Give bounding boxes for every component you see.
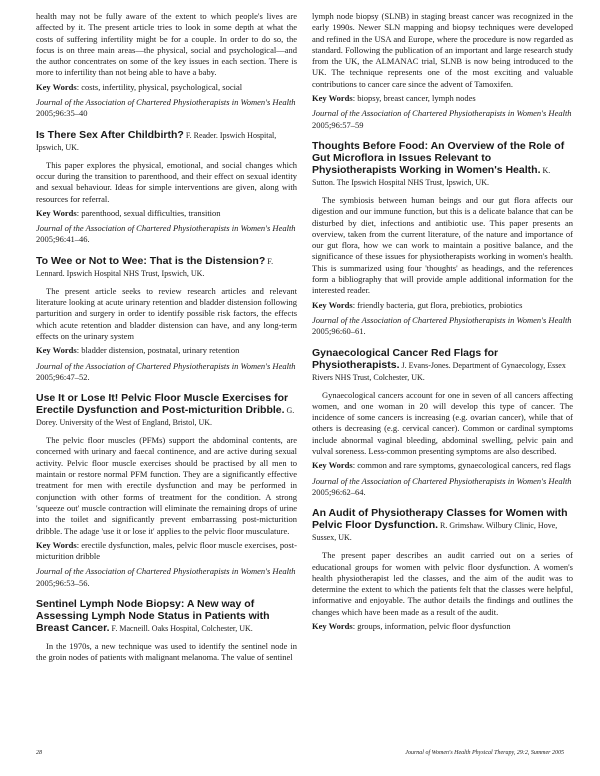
article-use-it-or-lose-it	[36, 392, 297, 589]
article-author: F. Reader. Ipswich Hospital, Ipswich, UK.	[36, 130, 277, 152]
article-abstract: The pelvic floor muscles (PFMs) support the abdominal contents, are concerned with urinary and faecal continence, and are active during sexual activity. Pelvic floor muscle exercises should be practised by all men to maintain or restore normal PFM function. They are a significantly effective treatment for men with erectile dysfunction and may be performed in conjunction with other forms of treatment for the condition. A strong 'squeeze out' muscle contraction will eliminate the remaining drops of urine into the toilet and significantly prevent embarrassing post-micturition dribble. The adage 'use it or lose it' applies to the pelvic floor musculature.	[36, 435, 297, 536]
article-title: An Audit of Physiotherapy Classes for Women with Pelvic Floor Dysfunction. R. Grimshaw. Wilbury Clinic, Hove, Sussex, UK.	[312, 507, 568, 543]
article-title: Gynaecological Cancer Red Flags for Physiotherapists. J. Evans-Jones. Department of Gynaecology, Essex Rivers NHS Trust, Colchester, UK.	[312, 346, 566, 382]
article-citation: Journal of the Association of Chartered Physiotherapists in Women's Health 2005;96:60–61.	[312, 314, 572, 337]
continued-journal-citation: Journal of the Association of Chartered Physiotherapists in Women's Health 2005;96:57–59	[312, 108, 572, 130]
article-citation: Journal of the Association of Chartered Physiotherapists in Women's Health 2005;96:53–56.	[36, 566, 296, 588]
article-abstract: The symbiosis between human beings and our gut flora affects our digestion and our immune function, but this is a delicate balance that can be disturbed by diet, infections and antibiotic use. This paper presents an overview, taken from the current literature, of the nature and importance of our gut flora, how we can work to maintain a positive balance, and the significance of these issues for physiotherapists working in women's health. This is summarized using four 'thoughts' as headings, and the references form a bibliography that will provide ample additional information for the interested reader.	[312, 194, 573, 296]
article-title: Sentinel Lymph Node Biopsy: A New way of Assessing Lymph Node Status in Patients with Breast Cancer. F. Macneill. Oaks Hospital, Colchester, UK.	[36, 597, 270, 634]
continued-text: lymph node biopsy (SLNB) in staging breast cancer was recognized in the early 1990s. Newer SLN mapping and biopsy techniques were developed and refined in the USA and Europe, where the procedure is now regarded as standard. Following the publication of an important and large research study from the UK, the ALMANAC trial, SLNB is now being introduced to the UK. The technique represents one of the most exciting and valuable contributions to cancer care since the advent of Tamoxifen.	[312, 11, 573, 89]
continued-keywords: Key Words: biopsy, breast cancer, lymph nodes	[312, 93, 476, 104]
article-sex-after-childbirth	[36, 129, 297, 246]
left-column	[36, 11, 297, 664]
intro-keywords: Key Words: costs, infertility, physical, psychological, social	[36, 81, 243, 92]
article-gynaecological-cancer	[312, 347, 573, 499]
article-author: R. Grimshaw. Wilbury Clinic, Hove, Sussex, UK.	[312, 521, 558, 543]
article-author: G. Dorey. University of the West of England, Bristol, UK.	[36, 406, 295, 428]
article-author: F. Lennard. Ipswich Hospital NHS Trust, Ipswich, UK.	[36, 256, 274, 278]
article-keywords: Key Words: bladder distension, postnatal, urinary retention	[36, 345, 240, 356]
article-abstract: The present paper describes an audit carried out on a series of educational groups for women with pelvic floor dysfunction. A women's health physiotherapist led the classes, and the aim of the audit was to determine the extent to which the patients felt that the classes were helpful, informative and enjoyable. The author details the findings and outlines the changes which have been made as a result of the audit.	[312, 550, 573, 617]
article-title: To Wee or Not to Wee: That is the Distension? F. Lennard. Ipswich Hospital NHS Trust, Ipswich, UK.	[36, 254, 274, 278]
article-sentinel-lymph-node	[36, 598, 297, 664]
intro-text: health may not be fully aware of the extent to which people's lives are affected by it. The present article tries to look in some depth at what the costs of suffering infertility might be for a couple. In order to do so, the focus is on three main areas—the physical, social and psychological—and the author concentrates on some of the key issues in each section. There is more to infertility than not being able to have a baby.	[36, 11, 297, 78]
article-title: Is There Sex After Childbirth? F. Reader. Ipswich Hospital, Ipswich, UK.	[36, 128, 277, 152]
article-keywords: Key Words: parenthood, sexual difficulties, transition	[36, 207, 221, 218]
page-number: 28	[36, 750, 42, 756]
article-keywords: Key Words: common and rare symptoms, gynaecological cancers, red flags	[312, 460, 571, 471]
right-column	[312, 11, 573, 632]
article-author: F. Macneill. Oaks Hospital, Colchester, UK.	[109, 623, 253, 633]
article-abstract: Gynaecological cancers account for one in seven of all cancers affecting women, and one woman in 20 will develop this type of cancer. The incidence of some cancers is increasing (e.g. ovarian cancer), while that of others is decreasing (e.g. cervical cancer). Common or cardinal symptoms include abnormal vaginal bleeding, abdominal swelling, pelvic pain and vulval soreness. Less-common presenting symptoms are also described.	[312, 389, 573, 457]
article-citation: Journal of the Association of Chartered Physiotherapists in Women's Health 2005;96:47–52.	[36, 360, 296, 382]
article-author: J. Evans-Jones. Department of Gynaecology, Essex Rivers NHS Trust, Colchester, UK.	[312, 360, 566, 382]
article-abstract: The present article seeks to review research articles and relevant literature looking at acute urinary retention and bladder distension following parturition and surgery in order to identify possible risk factors, the effects which acute retention and bladder distension can have, and any long-term effects on the urinary system	[36, 285, 297, 341]
article-author: K. Sutton. The Ipswich Hospital NHS Trust, Ipswich, UK.	[312, 165, 551, 187]
article-thoughts-before-food	[312, 140, 573, 338]
article-audit-physiotherapy-classes	[312, 507, 573, 632]
article-keywords: Key Words: friendly bacteria, gut flora, prebiotics, probiotics	[312, 299, 523, 310]
article-wee-or-not-to-wee	[36, 255, 297, 383]
article-keywords: Key Words: erectile dysfunction, males, pelvic floor muscle exercises, post-micturition dribble	[36, 539, 297, 562]
journal-info: Journal of Women's Health Physical Therapy, 29:2, Summer 2005	[405, 750, 564, 756]
intro-journal-citation: Journal of the Association of Chartered Physiotherapists in Women's Health 2005;96:35–40	[36, 97, 296, 119]
article-title: Thoughts Before Food: An Overview of the Role of Gut Microflora in Issues Relevant to Physiotherapists Working in Women's Health. K. Sutton. The Ipswich Hospital NHS Trust, Ipswich, UK.	[312, 139, 565, 187]
article-citation: Journal of the Association of Chartered Physiotherapists in Women's Health 2005;96:41–46.	[36, 223, 296, 245]
article-citation: Journal of the Association of Chartered Physiotherapists in Women's Health 2005;96:62–64.	[312, 475, 572, 497]
article-abstract: In the 1970s, a new technique was used to identify the sentinel node in the groin nodes of patients with malignant melanoma. The value of sentinel	[36, 640, 297, 663]
article-keywords: Key Words: groups, information, pelvic floor dysfunction	[312, 620, 511, 631]
article-title: Use It or Lose It! Pelvic Floor Muscle Exercises for Erectile Dysfunction and Post-micturition Dribble. G. Dorey. University of the West of England, Bristol, UK.	[36, 392, 295, 428]
article-abstract: This paper explores the physical, emotional, and social changes which occur during the transition to parenthood, and their effect on sexual identity and sexual behaviour. Ideas for simple interventions are given, along with resources for referral.	[36, 159, 297, 204]
